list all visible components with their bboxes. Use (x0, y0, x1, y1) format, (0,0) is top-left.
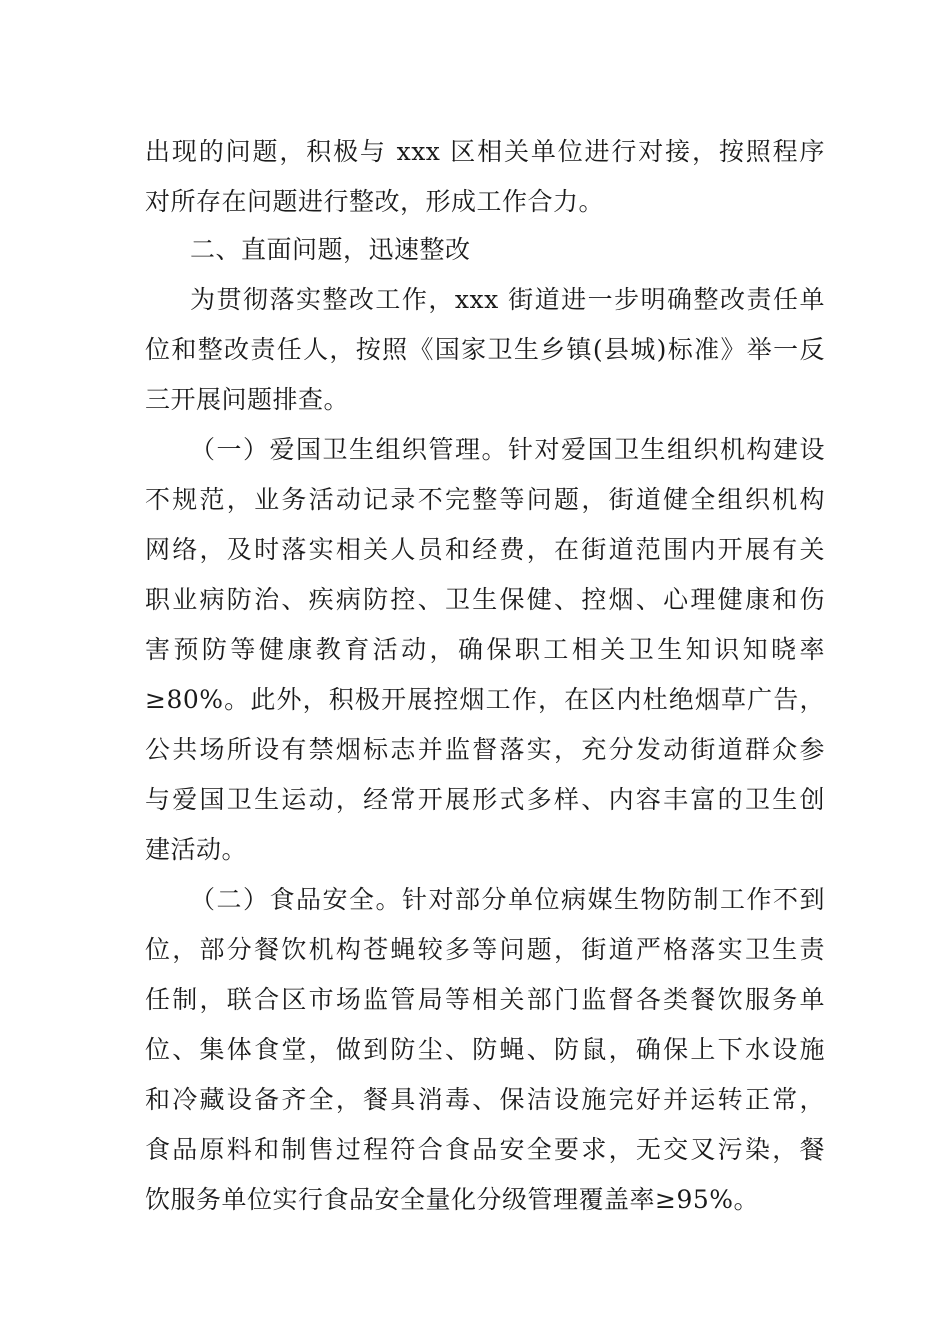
text-line: 网络，及时落实相关人员和经费，在街道范围内开展有关 (145, 535, 825, 564)
text-line: 为贯彻落实整改工作，xxx 街道进一步明确整改责任单 (190, 285, 825, 314)
text-line: 对所存在问题进行整改，形成工作合力。 (145, 187, 605, 216)
text-line: （二）食品安全。针对部分单位病媒生物防制工作不到 (190, 885, 825, 914)
text-line: 公共场所设有禁烟标志并监督落实，充分发动街道群众参 (145, 735, 825, 764)
text-line: 三开展问题排查。 (145, 385, 350, 414)
text-line: 和冷藏设备齐全，餐具消毒、保洁设施完好并运转正常， (145, 1085, 825, 1114)
text-line: 位、集体食堂，做到防尘、防蝇、防鼠，确保上下水设施 (145, 1035, 825, 1064)
text-line: 职业病防治、疾病防控、卫生保健、控烟、心理健康和伤 (145, 585, 825, 614)
text-line: 位，部分餐饮机构苍蝇较多等问题，街道严格落实卫生责 (145, 935, 825, 964)
text-line: 害预防等健康教育活动，确保职工相关卫生知识知晓率 (145, 635, 825, 664)
text-line: 与爱国卫生运动，经常开展形式多样、内容丰富的卫生创 (145, 785, 825, 814)
section-heading: 二、直面问题，迅速整改 (190, 235, 471, 264)
text-line: 位和整改责任人，按照《国家卫生乡镇(县城)标准》举一反 (145, 335, 825, 364)
text-line: 任制，联合区市场监管局等相关部门监督各类餐饮服务单 (145, 985, 825, 1014)
text-line: 建活动。 (145, 835, 248, 864)
text-line: 不规范，业务活动记录不完整等问题，街道健全组织机构 (145, 485, 825, 514)
text-line: 饮服务单位实行食品安全量化分级管理覆盖率≥95%。 (145, 1185, 760, 1214)
text-line: 食品原料和制售过程符合食品安全要求，无交叉污染，餐 (145, 1135, 825, 1164)
text-line: ≥80%。此外，积极开展控烟工作，在区内杜绝烟草广告， (145, 685, 825, 714)
text-line: 出现的问题，积极与 xxx 区相关单位进行对接，按照程序 (145, 137, 825, 166)
text-line: （一）爱国卫生组织管理。针对爱国卫生组织机构建设 (190, 435, 825, 464)
